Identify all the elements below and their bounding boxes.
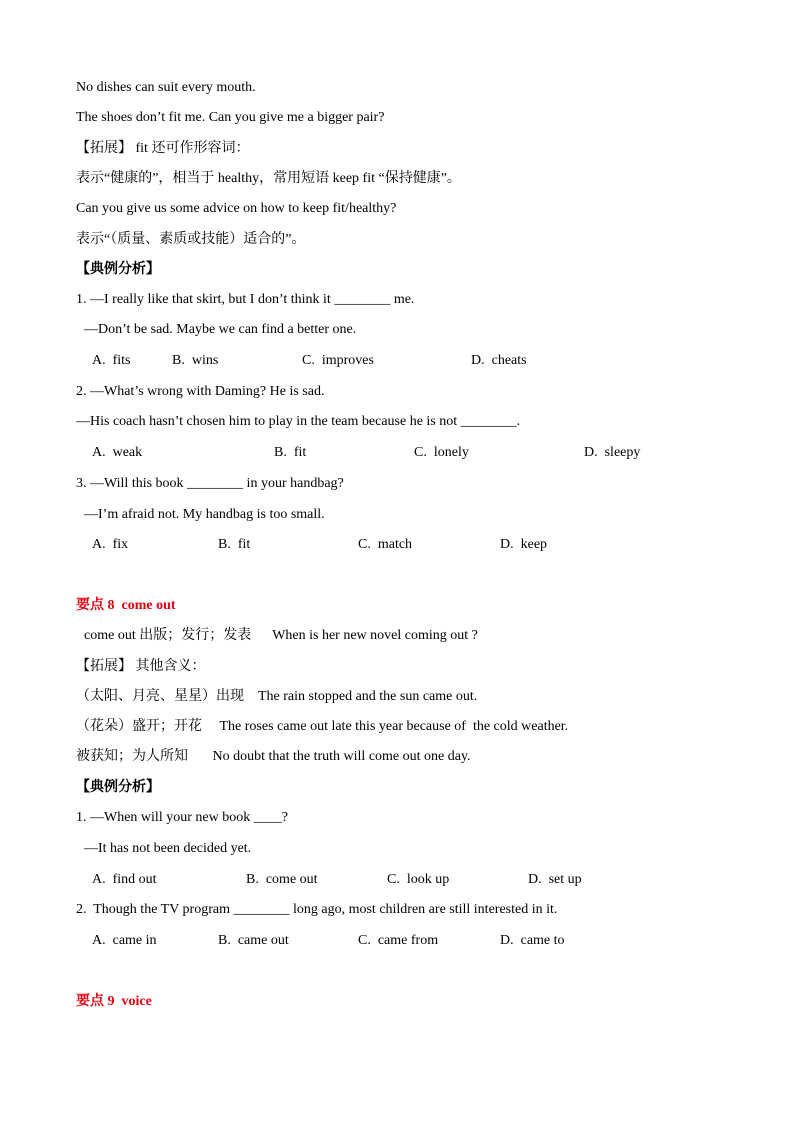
option: B. came out — [218, 933, 289, 948]
question-reply: —Don’t be sad. Maybe we can find a better one. — [84, 322, 357, 337]
question-reply: —His coach hasn’t chosen him to play in the team because he is not ________. — [76, 414, 521, 429]
option: C. improves — [302, 353, 374, 368]
option: D. set up — [528, 872, 582, 887]
option: B. come out — [246, 872, 318, 887]
option: A. find out — [92, 872, 157, 887]
option: D. cheats — [471, 353, 527, 368]
text-line: No dishes can suit every mouth. — [76, 80, 256, 95]
option: C. match — [358, 537, 413, 552]
question-reply: —It has not been decided yet. — [84, 841, 252, 856]
option: C. came from — [358, 933, 439, 948]
text-line: （花朵）盛开；开花 The roses came out late this year because of the cold weather. — [76, 719, 569, 734]
section-heading: 【典例分析】 — [76, 780, 160, 795]
text-line: 【拓展】 其他含义： — [76, 659, 206, 674]
option: B. fit — [274, 445, 307, 460]
question-stem: 1. —I really like that skirt, but I don’t think it ________ me. — [76, 292, 415, 307]
option: D. keep — [500, 537, 548, 552]
option: A. weak — [92, 445, 143, 460]
option: A. came in — [92, 933, 157, 948]
text-line: 表示“（质量、素质或技能）适合的”。 — [76, 232, 306, 247]
text-line: 被获知；为人所知 No doubt that the truth will come out one day. — [76, 749, 471, 764]
option: C. lonely — [414, 445, 469, 460]
option: D. came to — [500, 933, 565, 948]
option: D. sleepy — [584, 445, 641, 460]
text-line: 【拓展】 fit 还可作形容词： — [76, 141, 250, 156]
question-stem: 1. —When will your new book ____? — [76, 810, 288, 825]
option: C. look up — [387, 872, 450, 887]
text-line: 表示“健康的”，相当于 healthy，常用短语 keep fit “保持健康”。 — [76, 171, 461, 186]
text-line: Can you give us some advice on how to keep fit/healthy? — [76, 201, 397, 216]
point-title: 要点 8 come out — [76, 598, 176, 613]
option: A. fix — [92, 537, 129, 552]
option: B. fit — [218, 537, 251, 552]
text-line: The shoes don’t fit me. Can you give me a bigger pair? — [76, 110, 385, 125]
question-stem: 2. Though the TV program ________ long ago, most children are still interested in it. — [76, 902, 558, 917]
option: B. wins — [172, 353, 219, 368]
text-line: （太阳、月亮、星星）出现 The rain stopped and the sun came out. — [76, 689, 478, 704]
point-title: 要点 9 voice — [76, 994, 152, 1009]
section-heading: 【典例分析】 — [76, 262, 160, 277]
question-stem: 2. —What’s wrong with Daming? He is sad. — [76, 384, 325, 399]
text-line: come out 出版；发行；发表 When is her new novel coming out ? — [84, 628, 478, 643]
question-stem: 3. —Will this book ________ in your handbag? — [76, 476, 344, 491]
question-reply: —I’m afraid not. My handbag is too small. — [84, 507, 325, 522]
option: A. fits — [92, 353, 131, 368]
